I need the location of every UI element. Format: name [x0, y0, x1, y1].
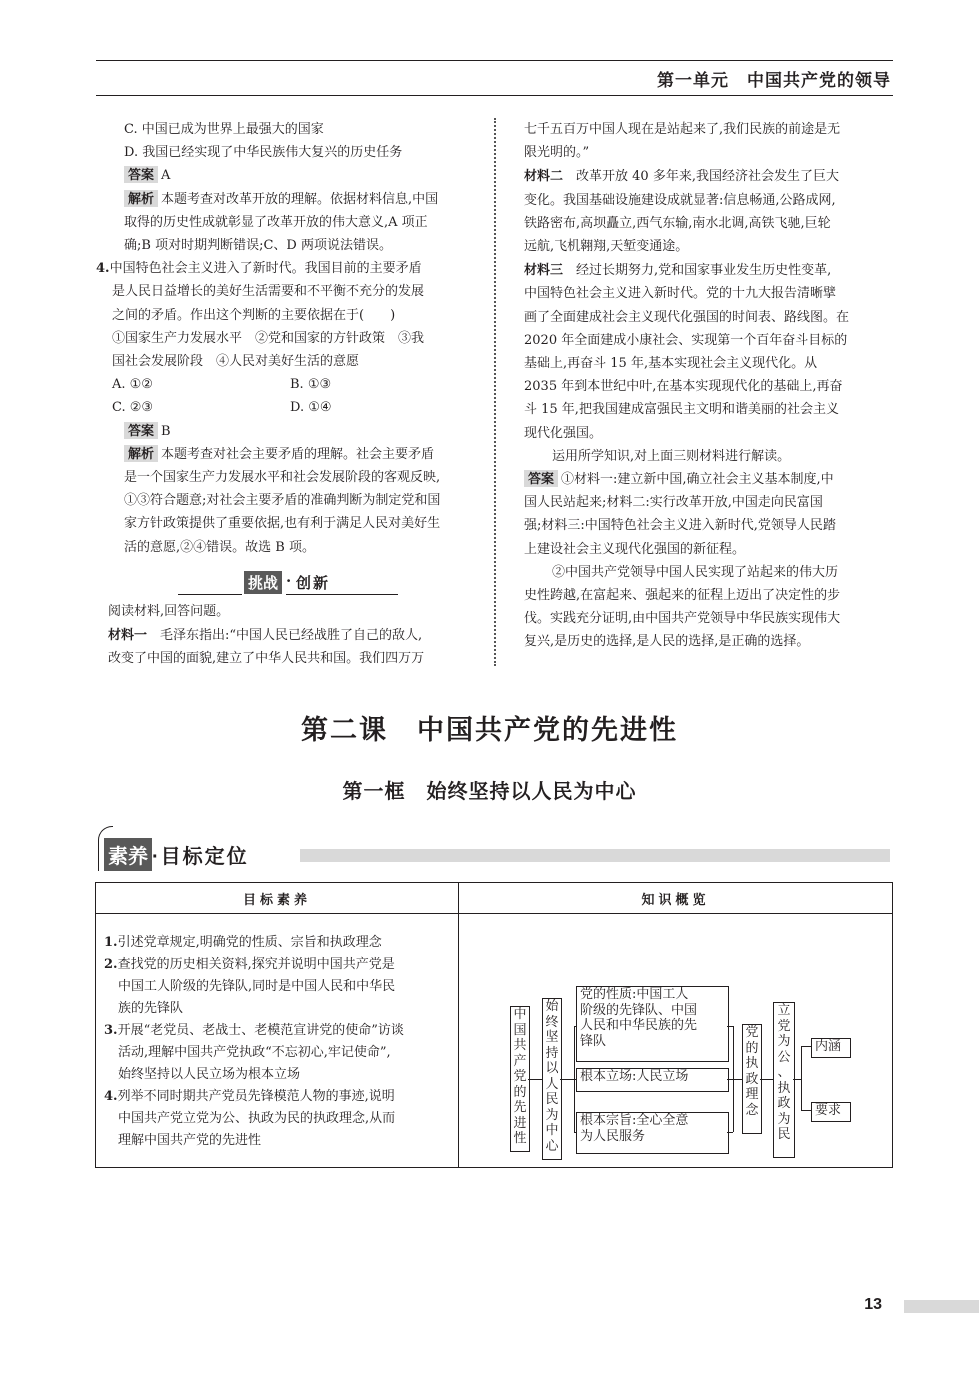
char: 念 — [745, 1102, 759, 1118]
left-line: ①国家生产力发展水平 ②党和国家的方针政策 ③我 — [112, 330, 425, 346]
line-text: 经过长期努力,党和国家事业发生历史性变革, — [563, 263, 832, 279]
box-line: 党的性质:中国工人 — [580, 987, 689, 1002]
unit-title: 第一单元 中国共产党的领导 — [657, 71, 891, 90]
question-number: 4. — [96, 261, 110, 277]
right-line: 远航,飞机翱翔,天堑变通途。 — [524, 239, 689, 255]
goal-text: 列举不同时期共产党员先锋模范人物的事迹,说明 — [117, 1089, 395, 1104]
right-column — [524, 118, 894, 654]
line-text: ①材料一:建立新中国,确立社会主义基本制度,中 — [561, 472, 834, 488]
diagram-fundamental-stand-box — [576, 1068, 729, 1092]
connector — [801, 1046, 802, 1110]
line-text: 本题考查对社会主要矛盾的理解。社会主要矛盾 — [161, 446, 435, 462]
right-line: 变化。我国基础设施建设成就显著:信息畅通,公路成网, — [524, 192, 836, 208]
left-line: 是一个国家生产力发展水平和社会发展阶段的客观反映, — [124, 470, 441, 486]
header-top-rule — [96, 60, 893, 61]
left-line: 家方针政策提供了重要依据,也有利于满足人民对美好生 — [124, 516, 441, 532]
right-line: 2035 年到本世纪中叶,在基本实现现代化的基础上,再奋 — [524, 379, 843, 395]
knowledge-diagram — [459, 914, 895, 1170]
goal-line: 族的先锋队 — [118, 1001, 184, 1016]
diagram-governing-idea-box — [742, 1024, 762, 1134]
left-line — [108, 373, 480, 396]
objectives-header — [104, 838, 249, 871]
left-tail-line: 改变了中国的面貌,建立了中华人民共和国。我们四万万 — [108, 651, 425, 667]
goal-text: 查找党的历史相关资料,探究并说明中国共产党是 — [117, 957, 395, 972]
line-text: B — [161, 423, 171, 439]
challenge-rule-right — [286, 594, 398, 595]
page-number-bar — [904, 1300, 979, 1313]
right-line: 现代化强国。 — [524, 425, 603, 441]
char: 心 — [545, 1138, 559, 1154]
char: 性 — [513, 1131, 527, 1146]
left-tail-line: 阅读材料,回答问题。 — [108, 604, 230, 619]
analysis-tag: 解析 — [124, 445, 158, 462]
left-line — [108, 188, 480, 211]
left-line — [96, 257, 480, 280]
char: 民 — [545, 1092, 559, 1107]
box-line: 人民和中华民族的先 — [580, 1018, 698, 1033]
challenge-rule-left — [178, 594, 242, 595]
goal-text: 开展“老党员、老战士、老模范宣讲党的使命”访谈 — [117, 1023, 404, 1038]
connector — [801, 1046, 811, 1047]
line-text: 毛泽东指出:“中国人民已经战胜了自己的敌人, — [147, 628, 423, 644]
left-line: 国社会发展阶段 ④人民对美好生活的意愿 — [112, 354, 360, 370]
diagram-for-public-box — [773, 1002, 795, 1158]
char: 为 — [777, 1034, 791, 1049]
option-right: D. ①④ — [290, 400, 332, 416]
diagram-party-nature-box — [576, 986, 729, 1062]
box-line: 为人民服务 — [580, 1128, 646, 1144]
right-line: 2020 年全面建成小康社会、实现第一个百年奋斗目标的 — [524, 332, 848, 348]
diagram-requirement-box — [811, 1102, 851, 1122]
connector — [528, 1079, 542, 1080]
right-line: 上建设社会主义现代化强国的新征程。 — [524, 541, 746, 557]
goal-number: 1. — [104, 935, 118, 950]
page-number: 13 — [864, 1296, 882, 1313]
answer-tag: 答案 — [124, 422, 158, 439]
frame-title: 第一框 始终坚持以人民为中心 — [342, 781, 637, 803]
right-line — [524, 164, 894, 188]
right-line: 铁路密布,高坝矗立,西气东输,南水北调,高铁飞驰,巨轮 — [524, 215, 831, 231]
char: 公 — [777, 1049, 791, 1065]
goals-cell — [96, 914, 459, 1168]
char: 党 — [777, 1018, 791, 1034]
connector — [560, 1079, 574, 1080]
char: 共 — [513, 1038, 527, 1053]
right-line — [524, 468, 894, 491]
char: 政 — [745, 1071, 759, 1087]
diagram-connotation-box — [811, 1038, 851, 1058]
challenge-banner — [178, 570, 398, 598]
goals-list — [104, 932, 458, 1152]
column-divider — [494, 118, 496, 666]
char: 中 — [513, 1007, 527, 1022]
objectives-title: ·目标定位 — [152, 846, 249, 868]
char: 、 — [777, 1065, 791, 1080]
char: 立 — [777, 1003, 791, 1018]
char: 民 — [777, 1127, 791, 1142]
char: 理 — [745, 1087, 759, 1102]
box-line: 根本宗旨:全心全意 — [580, 1113, 689, 1128]
right-line: ②中国共产党领导中国人民实现了站起来的伟大历 — [552, 564, 839, 580]
option-right: B. ①③ — [290, 377, 332, 393]
char: 政 — [777, 1096, 791, 1111]
option-left: A. ①② — [112, 377, 153, 393]
left-line: C. 中国已成为世界上最强大的国家 — [124, 122, 324, 137]
right-line: 复兴,是历史的选择,是人民的选择,是正确的选择。 — [524, 634, 810, 650]
right-line: 强;材料三:中国特色社会主义进入新时代,党领导人民踏 — [524, 518, 836, 534]
diagram-fundamental-purpose-box — [576, 1112, 729, 1154]
connector — [727, 1132, 733, 1133]
right-line: 斗 15 年,把我国建成富强民主文明和谐美丽的社会主义 — [524, 402, 839, 418]
char: 进 — [513, 1115, 527, 1131]
lesson-title: 第二课 中国共产党的先进性 — [301, 715, 678, 746]
char: 以 — [545, 1061, 559, 1076]
left-column — [96, 118, 480, 559]
table-header-goals: 目标素养 — [96, 883, 459, 914]
challenge-tag: 挑战 — [244, 571, 282, 594]
char: 执 — [745, 1056, 759, 1071]
char: 终 — [545, 1014, 559, 1030]
material-label: 材料二 — [524, 168, 564, 184]
material-label: 材料一 — [108, 627, 148, 643]
box-line: 内涵 — [815, 1039, 842, 1054]
left-line — [108, 164, 480, 187]
left-line — [108, 420, 480, 443]
left-line — [108, 443, 480, 466]
char: 为 — [777, 1111, 791, 1127]
box-line: 根本立场:人民立场 — [580, 1069, 689, 1084]
right-line: 画了全面建成社会主义现代化强国的时间表、路线图。在 — [524, 309, 850, 325]
analysis-tag: 解析 — [124, 190, 158, 207]
char: 人 — [545, 1076, 559, 1092]
box-line: 阶级的先锋队、中国 — [580, 1002, 698, 1018]
right-line: 国人民站起来;材料二:实行改革开放,中国走向民富国 — [524, 495, 823, 511]
goal-line — [104, 954, 458, 976]
right-line: 运用所学知识,对上面三则材料进行解读。 — [552, 448, 791, 464]
char: 为 — [545, 1107, 559, 1123]
left-line: D. 我国已经实现了中华民族伟大复兴的历史任务 — [124, 145, 403, 161]
left-tail-line — [108, 623, 480, 647]
goal-line — [104, 1020, 458, 1042]
char: 持 — [545, 1045, 559, 1061]
right-line: 史性跨越,在富起来、强起来的征程上迈出了决定性的步 — [524, 588, 841, 604]
connector — [793, 1079, 801, 1080]
answer-tag: 答案 — [524, 470, 558, 487]
challenge-dot: · — [286, 572, 292, 590]
line-text: A — [161, 168, 171, 184]
line-text: 中国特色社会主义进入了新时代。我国目前的主要矛盾 — [109, 261, 422, 277]
objectives-table — [95, 882, 893, 1168]
connector — [760, 1079, 773, 1080]
left-line: 确;B 项对时期判断错误;C、D 两项说法错误。 — [124, 238, 392, 254]
objectives-bar — [300, 849, 890, 862]
goal-line: 活动,理解中国共产党执政“不忘初心,牢记使命”, — [118, 1045, 391, 1060]
connector — [801, 1110, 811, 1111]
answer-tag: 答案 — [124, 166, 158, 183]
left-line: ①③符合题意;对社会主要矛盾的准确判断为制定党和国 — [124, 493, 441, 509]
char: 的 — [745, 1040, 759, 1056]
char: 中 — [545, 1123, 559, 1138]
material-label: 材料三 — [524, 262, 564, 278]
goal-number: 4. — [104, 1089, 118, 1104]
left-line: 之间的矛盾。作出这个判断的主要依据在于( ) — [112, 307, 396, 323]
connector — [733, 1079, 742, 1080]
left-line: 是人民日益增长的美好生活需要和不平衡不充分的发展 — [112, 284, 425, 300]
option-left: C. ②③ — [112, 400, 154, 416]
diagram-party-advanced-box — [510, 1006, 530, 1152]
goal-line: 始终坚持以人民立场为根本立场 — [118, 1067, 301, 1082]
right-line: 限光明的。” — [524, 145, 590, 161]
goal-line — [104, 1086, 458, 1108]
line-text: 本题考查对改革开放的理解。依据材料信息,中国 — [161, 191, 439, 207]
overview-cell — [459, 914, 893, 1168]
right-line — [524, 258, 894, 282]
char: 国 — [513, 1022, 527, 1038]
line-text: 改革开放 40 多年来,我国经济社会发生了巨大 — [563, 169, 839, 185]
char: 先 — [513, 1100, 527, 1115]
objectives-tag: 素养 — [104, 838, 152, 871]
char: 的 — [513, 1084, 527, 1100]
goal-line: 中国共产党立党为公、执政为民的执政理念,从而 — [118, 1111, 396, 1126]
header-bottom-rule — [96, 95, 893, 96]
goal-line: 理解中国共产党的先进性 — [118, 1133, 262, 1148]
goal-line — [104, 932, 458, 954]
box-line: 要求 — [815, 1103, 842, 1118]
goal-line: 中国工人阶级的先锋队,同时是中国人民和中华民 — [118, 979, 396, 994]
char: 始 — [545, 999, 559, 1014]
char: 党 — [513, 1069, 527, 1084]
right-line: 伐。实践充分证明,由中国共产党领导中华民族实现伟大 — [524, 611, 841, 627]
box-line: 锋队 — [580, 1033, 607, 1049]
goal-text: 引述党章规定,明确党的性质、宗旨和执政理念 — [117, 935, 382, 950]
left-line: 活的意愿,②④错误。故选 B 项。 — [124, 539, 315, 555]
goal-number: 2. — [104, 957, 118, 972]
goal-number: 3. — [104, 1023, 118, 1038]
char: 党 — [745, 1025, 759, 1040]
char: 产 — [513, 1053, 527, 1069]
diagram-people-centered-box — [542, 998, 562, 1160]
char: 执 — [777, 1080, 791, 1096]
right-line: 基础上,再奋斗 15 年,基本实现社会主义现代化。从 — [524, 356, 818, 372]
right-line: 七千五百万中国人现在是站起来了,我们民族的前途是无 — [524, 122, 841, 137]
challenge-word: 创新 — [296, 574, 331, 592]
left-line: 取得的历史性成就彰显了改革开放的伟大意义,A 项正 — [124, 214, 428, 230]
left-line — [108, 396, 480, 419]
right-line: 中国特色社会主义进入新时代。党的十九大报告清晰擘 — [524, 286, 837, 302]
left-column-tail — [108, 600, 480, 671]
char: 坚 — [545, 1030, 559, 1045]
table-header-overview: 知识概览 — [459, 883, 893, 914]
